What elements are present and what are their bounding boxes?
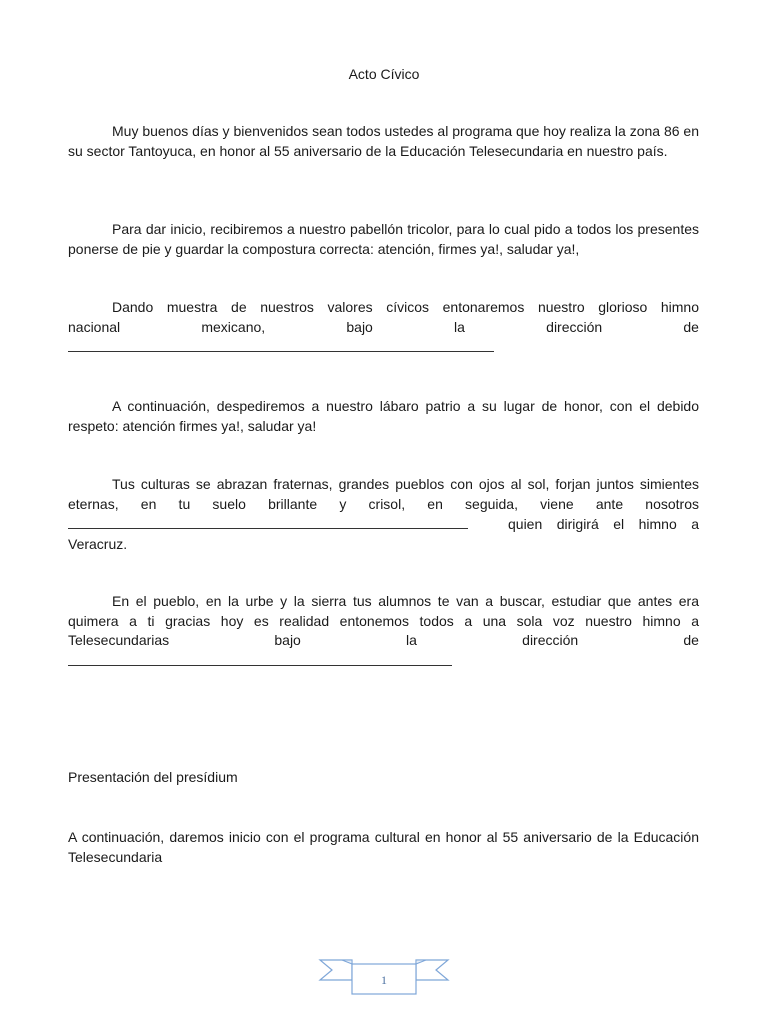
anthem-word: bajo	[346, 318, 373, 335]
anthem-word: mexicano,	[201, 318, 266, 335]
presidium-heading: Presentación del presídium	[68, 769, 238, 785]
veracruz-director-blank	[68, 514, 468, 529]
anthem-word: de	[683, 318, 699, 335]
anthem-line-1: Dando muestra de nuestros valores cívicos entonaremos nuestro glorioso himno	[112, 299, 699, 315]
paragraph-telesecundaria-anthem	[68, 592, 699, 670]
telesecundaria-word: de	[683, 632, 699, 648]
telesecundaria-director-blank	[68, 651, 452, 666]
telesecundaria-word: la	[406, 632, 417, 648]
veracruz-text: Tus culturas se abrazan fraternas, grandes pueblos con ojos al sol, forjan juntos simientes eternas, en tu suelo brillante y crisol, en seguida, viene ante nosotros	[68, 476, 699, 512]
document-title: Acto Cívico	[348, 66, 420, 82]
veracruz-after-blank: quien dirigirá el himno a	[508, 516, 699, 532]
page-number-ribbon	[318, 956, 450, 996]
telesecundaria-word: Telesecundarias	[68, 632, 170, 648]
paragraph-flag-reception: Para dar inicio, recibiremos a nuestro pabellón tricolor, para lo cual pido a todos los presentes ponerse de pie y guardar la compostura correcta: atención, firmes ya!, saludar ya!,	[68, 221, 699, 257]
telesecundaria-text: En el pueblo, en la urbe y la sierra tus alumnos te van a buscar, estudiar que antes era quimera a ti gracias hoy es realidad entonemos todos a una sola voz nuestro himno a	[68, 593, 699, 629]
anthem-word: dirección	[546, 318, 603, 335]
paragraph-cultural-program: A continuación, daremos inicio con el programa cultural en honor al 55 aniversario de la Educación Telesecundaria	[68, 829, 699, 865]
paragraph-national-anthem	[68, 298, 699, 357]
paragraph-flag-farewell: A continuación, despediremos a nuestro lábaro patrio a su lugar de honor, con el debido respeto: atención firmes ya!, saludar ya!	[68, 398, 699, 434]
paragraph-welcome: Muy buenos días y bienvenidos sean todos ustedes al programa que hoy realiza la zona 86 en su sector Tantoyuca, en honor al 55 aniversario de la Educación Telesecundaria en nuestro país.	[68, 123, 699, 159]
telesecundaria-word: bajo	[274, 632, 301, 648]
page-number: 1	[381, 973, 387, 987]
anthem-line-2	[68, 318, 699, 338]
anthem-word: nacional	[68, 318, 121, 335]
telesecundaria-word: dirección	[522, 632, 579, 648]
anthem-word: la	[454, 318, 465, 335]
director-blank-line	[68, 337, 494, 352]
veracruz-end: Veracruz.	[68, 535, 128, 552]
paragraph-veracruz-anthem	[68, 475, 699, 554]
telesecundaria-line	[68, 631, 699, 651]
